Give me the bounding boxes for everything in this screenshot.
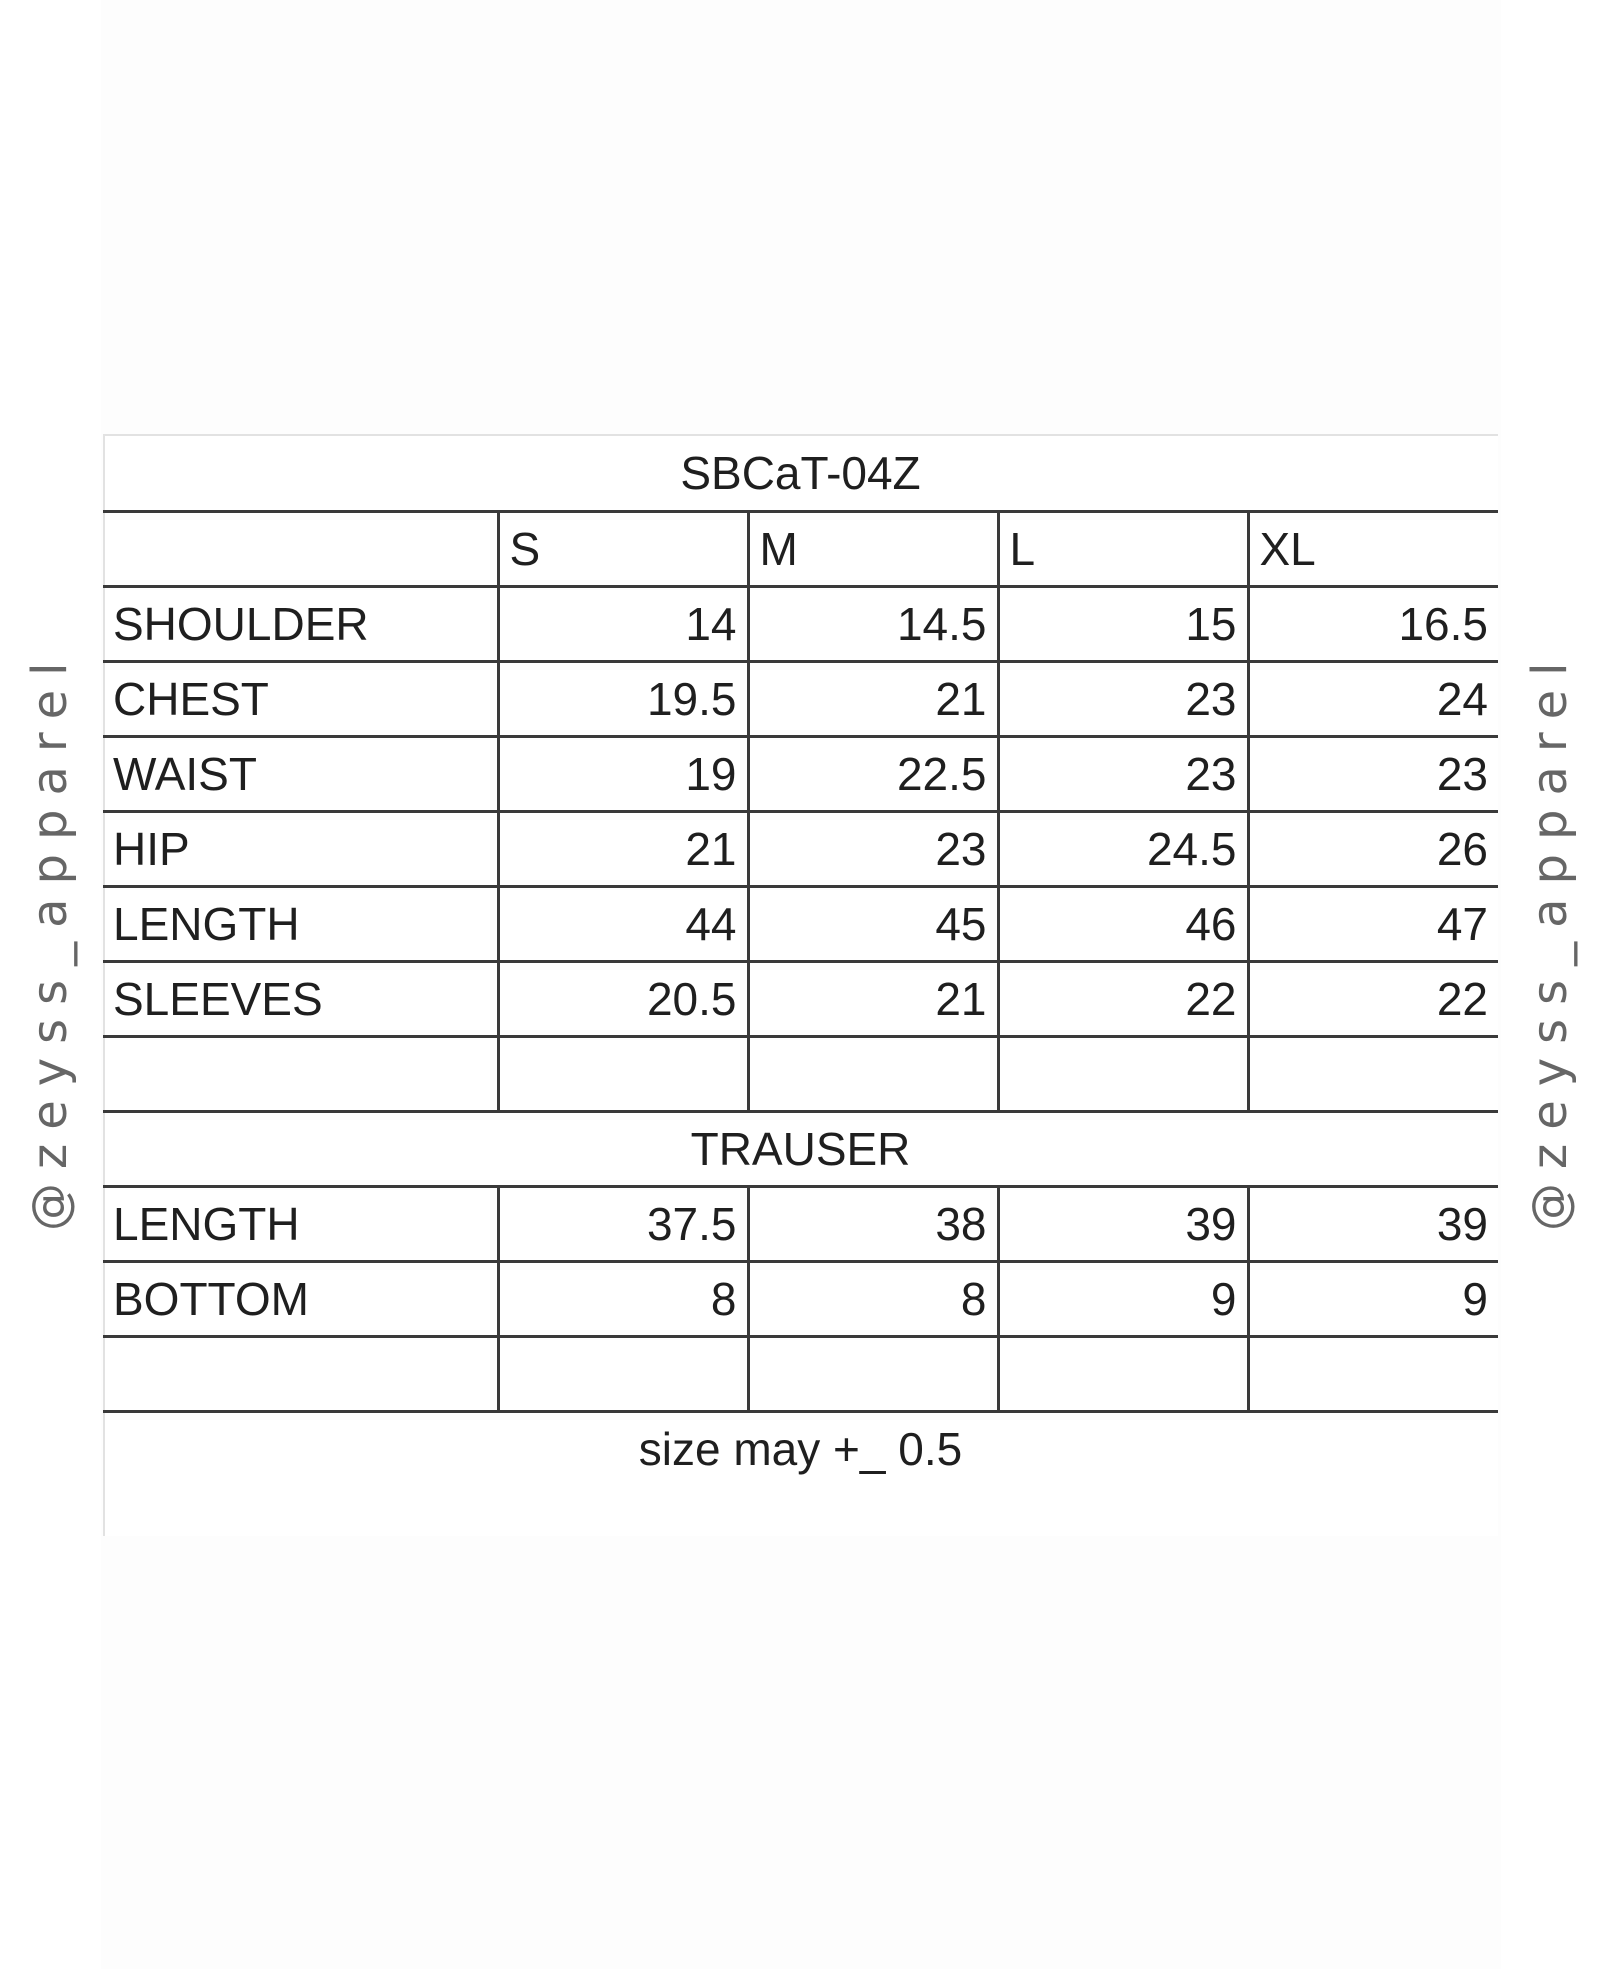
table-row (103, 586, 1498, 661)
cell-value: 22 (998, 961, 1248, 1036)
empty-cell (1248, 1336, 1498, 1411)
table-row (103, 736, 1498, 811)
cell-value: 19.5 (498, 661, 748, 736)
table-row (103, 661, 1498, 736)
size-header-xl: XL (1248, 511, 1498, 586)
cell-value: 24 (1248, 661, 1498, 736)
size-header-l: L (998, 511, 1248, 586)
cell-value: 22.5 (748, 736, 998, 811)
size-note: size may +_ 0.5 (103, 1411, 1498, 1486)
cell-value: 19 (498, 736, 748, 811)
empty-row (103, 1036, 1498, 1111)
cell-value: 15 (998, 586, 1248, 661)
cell-value: 26 (1248, 811, 1498, 886)
row-label: SLEEVES (103, 961, 498, 1036)
size-header-m: M (748, 511, 998, 586)
cell-value: 23 (1248, 736, 1498, 811)
empty-row (103, 1336, 1498, 1411)
watermark-left: @zeyss_apparel (22, 648, 78, 1232)
empty-cell (103, 1336, 498, 1411)
table-row (103, 886, 1498, 961)
cell-value: 21 (748, 961, 998, 1036)
table-row (103, 961, 1498, 1036)
cell-value: 37.5 (498, 1186, 748, 1261)
cell-value: 21 (748, 661, 998, 736)
cell-value: 23 (998, 736, 1248, 811)
cell-value: 9 (1248, 1261, 1498, 1336)
row-label: SHOULDER (103, 586, 498, 661)
empty-cell (498, 1036, 748, 1111)
cell-value: 21 (498, 811, 748, 886)
note-row (103, 1411, 1498, 1486)
watermark-right: @zeyss_apparel (1522, 648, 1578, 1232)
size-header-s: S (498, 511, 748, 586)
section-title: TRAUSER (103, 1111, 1498, 1186)
row-label: BOTTOM (103, 1261, 498, 1336)
title-row (103, 436, 1498, 511)
corner-cell (103, 511, 498, 586)
chart-title: SBCaT-04Z (103, 436, 1498, 511)
cell-value: 24.5 (998, 811, 1248, 886)
cell-value: 14.5 (748, 586, 998, 661)
row-label: HIP (103, 811, 498, 886)
row-label: CHEST (103, 661, 498, 736)
cell-value: 45 (748, 886, 998, 961)
cell-value: 8 (748, 1261, 998, 1336)
row-label: WAIST (103, 736, 498, 811)
row-label: LENGTH (103, 886, 498, 961)
cell-value: 22 (1248, 961, 1498, 1036)
row-label: LENGTH (103, 1186, 498, 1261)
cell-value: 9 (998, 1261, 1248, 1336)
table-row (103, 1186, 1498, 1261)
cell-value: 39 (1248, 1186, 1498, 1261)
cell-value: 16.5 (1248, 586, 1498, 661)
cell-value: 39 (998, 1186, 1248, 1261)
cell-value: 47 (1248, 886, 1498, 961)
cell-value: 14 (498, 586, 748, 661)
size-chart-table (103, 436, 1498, 1486)
empty-cell (748, 1036, 998, 1111)
cell-value: 23 (748, 811, 998, 886)
cell-value: 23 (998, 661, 1248, 736)
cell-value: 38 (748, 1186, 998, 1261)
cell-value: 44 (498, 886, 748, 961)
table-row (103, 811, 1498, 886)
cell-value: 20.5 (498, 961, 748, 1036)
section-row (103, 1111, 1498, 1186)
empty-cell (748, 1336, 998, 1411)
cell-value: 46 (998, 886, 1248, 961)
empty-cell (998, 1036, 1248, 1111)
empty-cell (498, 1336, 748, 1411)
table-row (103, 1261, 1498, 1336)
empty-cell (1248, 1036, 1498, 1111)
empty-cell (998, 1336, 1248, 1411)
cell-value: 8 (498, 1261, 748, 1336)
size-header-row (103, 511, 1498, 586)
empty-cell (103, 1036, 498, 1111)
